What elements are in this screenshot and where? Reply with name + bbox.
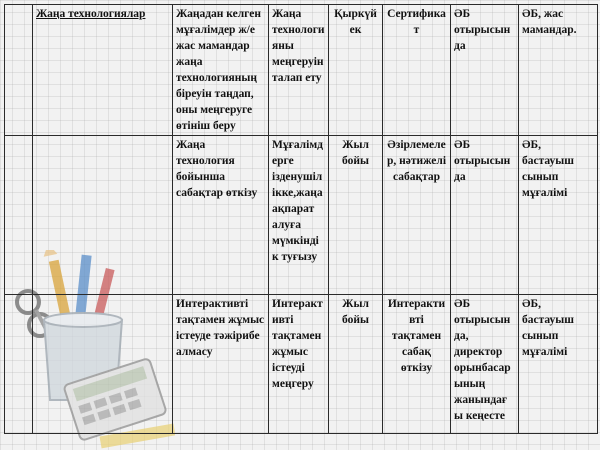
responsible-cell: ӘБ, бастауыш сынып мұғалімі bbox=[519, 136, 598, 295]
goal-cell: Мұғалімдерге ізденушілікке,жаңа ақпарат алуға мүмкіндік туғызу bbox=[269, 136, 329, 295]
result-cell: Сертификат bbox=[383, 5, 451, 136]
place-cell: ӘБ отырысында bbox=[451, 136, 519, 295]
table-row bbox=[5, 295, 598, 434]
activity-cell: Жаңадан келген мұғалімдер ж/е жас мамандар жаңа технологияның біреуін таңдап, оны меңгеруге өтініш беру bbox=[173, 5, 269, 136]
place-cell: ӘБ отырысында, директор орынбасарының жанындағы кеңесте bbox=[451, 295, 519, 434]
responsible-cell: ӘБ, жас мамандар. bbox=[519, 5, 598, 136]
table-row bbox=[5, 5, 598, 136]
activity-cell: Жаңа технология бойынша сабақтар өткізу bbox=[173, 136, 269, 295]
goal-cell: Жаңа технологияны меңгеруін талап ету bbox=[269, 5, 329, 136]
empty-cell bbox=[33, 295, 173, 434]
work-plan-table bbox=[4, 4, 598, 434]
place-cell: ӘБ отырысында bbox=[451, 5, 519, 136]
result-cell: Интерактивті тақтамен сабақ өткізу bbox=[383, 295, 451, 434]
empty-cell bbox=[33, 136, 173, 295]
period-cell: Жыл бойы bbox=[329, 136, 383, 295]
empty-cell bbox=[5, 5, 33, 136]
table-row bbox=[5, 136, 598, 295]
period-cell: Қыркүйек bbox=[329, 5, 383, 136]
goal-cell: Интерактивті тақтамен жұмыс істеуді меңгеру bbox=[269, 295, 329, 434]
responsible-cell: ӘБ, бастауыш сынып мұғалімі bbox=[519, 295, 598, 434]
empty-cell bbox=[5, 136, 33, 295]
section-title: Жаңа технологиялар bbox=[33, 5, 173, 136]
empty-cell bbox=[5, 295, 33, 434]
result-cell: Әзірлемелер, нәтижелі сабақтар bbox=[383, 136, 451, 295]
activity-cell: Интерактивті тақтамен жұмыс істеуде тәжірибе алмасу bbox=[173, 295, 269, 434]
period-cell: Жыл бойы bbox=[329, 295, 383, 434]
